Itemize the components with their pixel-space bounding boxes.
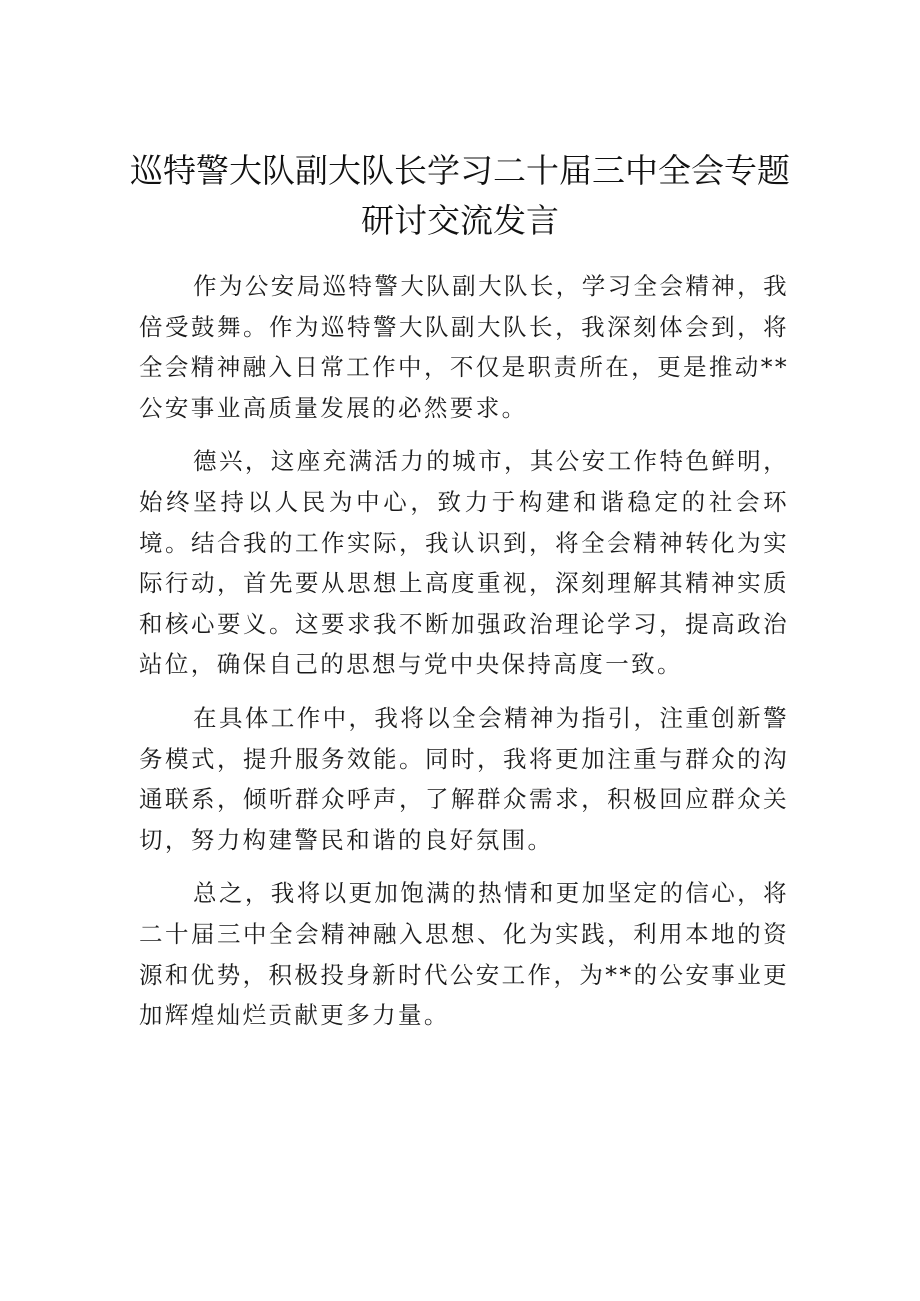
paragraph-1: 作为公安局巡特警大队副大队长，学习全会精神，我倍受鼓舞。作为巡特警大队副大队长，我深刻体会到，将全会精神融入日常工作中，不仅是职责所在，更是推动**公安事业高质量发展的必然要求。 bbox=[139, 272, 789, 422]
paragraph-3: 在具体工作中，我将以全会精神为指引，注重创新警务模式，提升服务效能。同时，我将更加注重与群众的沟通联系，倾听群众呼声，了解群众需求，积极回应群众关切，努力构建警民和谐的良好氛围。 bbox=[139, 703, 789, 854]
document-title bbox=[100, 146, 820, 246]
title-line-2: 研讨交流发言 bbox=[361, 201, 559, 240]
document-body bbox=[139, 266, 789, 1049]
paragraph-4: 总之，我将以更加饱满的热情和更加坚定的信心，将二十届三中全会精神融入思想、化为实践，利用本地的资源和优势，积极投身新时代公安工作，为**的公安事业更加辉煌灿烂贡献更多力量。 bbox=[139, 879, 789, 1030]
paragraph-2: 德兴，这座充满活力的城市，其公安工作特色鲜明，始终坚持以人民为中心，致力于构建和谐稳定的社会环境。结合我的工作实际，我认识到，将全会精神转化为实际行动，首先要从思想上高度重视，深刻理解其精神实质和核心要义。这要求我不断加强政治理论学习，提高政治站位，确保自己的思想与党中央保持高度一致。 bbox=[139, 447, 789, 679]
title-line-1: 巡特警大队副大队长学习二十届三中全会专题 bbox=[130, 151, 790, 190]
